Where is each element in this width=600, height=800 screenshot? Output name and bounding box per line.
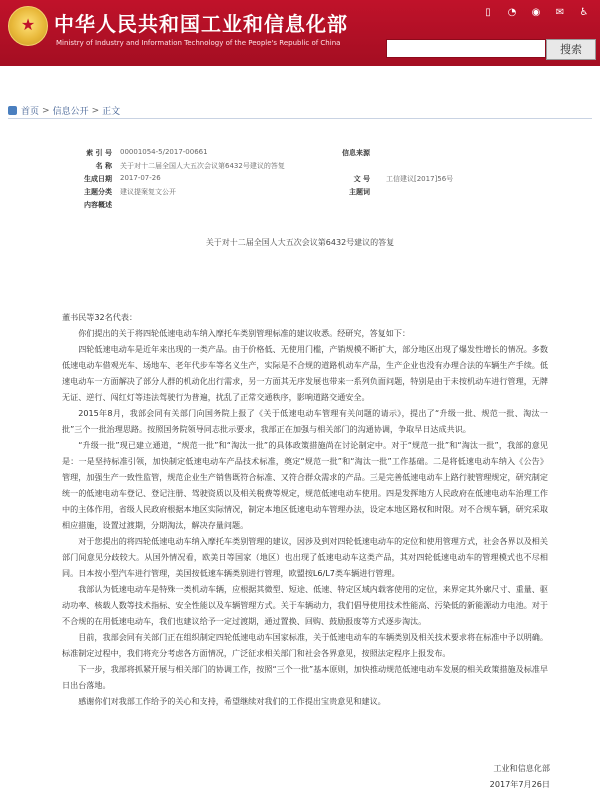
breadcrumb-current: 正文 [102, 107, 121, 117]
date-label: 生成日期 [84, 175, 112, 183]
signature-date: 2017年7月26日 [489, 779, 550, 789]
keyword-label: 主题词 [349, 188, 370, 196]
paragraph: 对于您提出的将四轮低速电动车纳入摩托车类别管理的建议，因涉及到对四轮低速电动车的定位和使用管理方式，社会各界以及相关部门间意见分歧较大。从国外情况看，欧美日等国家（地区）也出现了低速电动车这类产品，其对四轮低速电动车的管理模式也不尽相同。日本按小型汽车进行管理，美国按低速车辆类别进行管理，欧盟按L6/L7类车辆进行管理。 [62, 536, 548, 578]
home-icon [8, 106, 17, 115]
paragraph: 我部认为低速电动车是特殊一类机动车辆，应根据其微型、短途、低速、特定区域内载客使用的定位，来界定其外廓尺寸、重量、驱动功率、核载人数等技术指标、安全性能以及车辆管理方式。关于车辆动力，我们倡导使用技术性能高、污染低的新能源动力电池。对于不合规的在用低速电动车，我们也建议给予一定过渡期，通过置换、回购、鼓励报废等方式逐步淘汰。 [62, 584, 548, 626]
breadcrumb-separator: > [42, 105, 50, 116]
top-icon-bar [474, 2, 594, 24]
article-body [62, 309, 548, 709]
paragraph: 2015年8月，我部会同有关部门向国务院上报了《关于低速电动车管理有关问题的请示》，提出了“升级一批、规范一批、淘汰一批”三个一批治理思路。按照国务院领导同志批示要求，我部正在加强与相关部门的沟通协调，争取早日达成共识。 [62, 408, 548, 434]
mail-icon[interactable]: ✉ [555, 7, 565, 18]
paragraph: 下一步，我部将抓紧开展与相关部门的协调工作，按照“三个一批”基本原则，加快推动规范低速电动车发展的相关政策措施及标准早日出台落地。 [62, 664, 548, 690]
signature-block [430, 760, 550, 792]
document-title: 关于对十二届全国人大五次会议第6432号建议的答复 [205, 238, 395, 247]
site-header [0, 0, 600, 66]
index-value: 00001054-5/2017-00661 [120, 148, 208, 156]
search-button[interactable]: 搜索 [546, 39, 596, 60]
mobile-icon[interactable]: ▯ [485, 7, 491, 18]
breadcrumb-section[interactable]: 信息公开 [52, 107, 89, 117]
name-value: 关于对十二届全国人大五次会议第6432号建议的答复 [120, 162, 285, 170]
accessibility-icon[interactable]: ♿ [579, 7, 589, 18]
source-label: 信息来源 [342, 149, 370, 157]
wechat-icon[interactable]: ◔ [507, 7, 517, 18]
salutation: 董书民等32名代表： [62, 312, 138, 322]
weibo-icon[interactable]: ◉ [531, 7, 541, 18]
search-input[interactable] [386, 39, 546, 58]
paragraph: 目前，我部会同有关部门正在组织制定四轮低速电动车国家标准，关于低速电动车的车辆类别及相关技术要求将在标准中予以明确。标准制定过程中，我们将充分考虑各方面情况，广泛征求相关部门和社会各界意见，按照法定程序上报发布。 [62, 632, 548, 658]
paragraph: 你们提出的关于将四轮低速电动车纳入摩托车类别管理标准的建议收悉。经研究，答复如下： [78, 328, 411, 338]
breadcrumb [8, 104, 120, 117]
divider [8, 118, 592, 119]
category-value: 建议提案复文公开 [120, 188, 176, 196]
docno-label: 文 号 [353, 175, 370, 183]
name-label: 名 称 [95, 162, 112, 170]
paragraph: 感谢你们对我部工作给予的关心和支持，希望继续对我们的工作提出宝贵意见和建议。 [78, 696, 386, 706]
breadcrumb-separator: > [91, 105, 100, 116]
breadcrumb-home[interactable]: 首页 [21, 107, 40, 117]
site-title[interactable]: 中华人民共和国工业和信息化部 [54, 12, 348, 36]
date-value: 2017-07-26 [120, 174, 161, 182]
category-label: 主题分类 [84, 188, 112, 196]
index-label: 索 引 号 [86, 149, 112, 157]
site-subtitle: Ministry of Industry and Information Technology of the People's Republic of China [56, 39, 341, 47]
paragraph: 四轮低速电动车是近年来出现的一类产品。由于价格低、无使用门槛，产销规模不断扩大，部分地区出现了爆发性增长的情况。多数低速电动车借观光车、场地车、老年代步车等名义生产，实际是不合规的道路机动车产品，生产企业也没有办理合法的车辆生产手续。低速电动车一方面解决了部分人群的机动化出行需求，另一方面其无序发展也带来一系列负面问题，特别是由于未按机动车进行管理，无牌无证、逆行、闯红灯等违法驾驶行为普遍，扰乱了正常交通秩序，影响道路交通安全。 [62, 344, 548, 402]
summary-label: 内容概述 [84, 201, 112, 209]
docno-value: 工信建议[2017]56号 [386, 175, 454, 183]
document-info-table [62, 148, 532, 213]
signature-org: 工业和信息化部 [493, 763, 550, 773]
national-emblem-icon[interactable]: ★ [8, 6, 48, 46]
paragraph: “升级一批”现已建立通道，“规范一批”和“淘汰一批”的具体政策措施尚在讨论制定中。对于“规范一批”和“淘汰一批”，我部的意见是：一是坚持标准引领，加快制定低速电动车产品技术标准，奠定“规范一批”和“淘汰一批”工作基础。二是将低速电动车纳入《公告》管理，加强生产一致性监管，规范企业生产销售既符合标准、又符合群众需求的产品。三是完善低速电动车上路行驶管理规定，研究制定统一的低速电动车登记、登记注册、驾驶资质以及相关税费等规定，规范低速电动车使用。四是发挥地方人民政府在低速电动车治理工作中的主体作用，省级人民政府根据本地区实际情况，制定本地区低速电动车管理办法，设定本地区路权和时限。对不合规车辆，研究采取相应措施，设置过渡期，分期淘汰，解决存量问题。 [62, 440, 548, 530]
